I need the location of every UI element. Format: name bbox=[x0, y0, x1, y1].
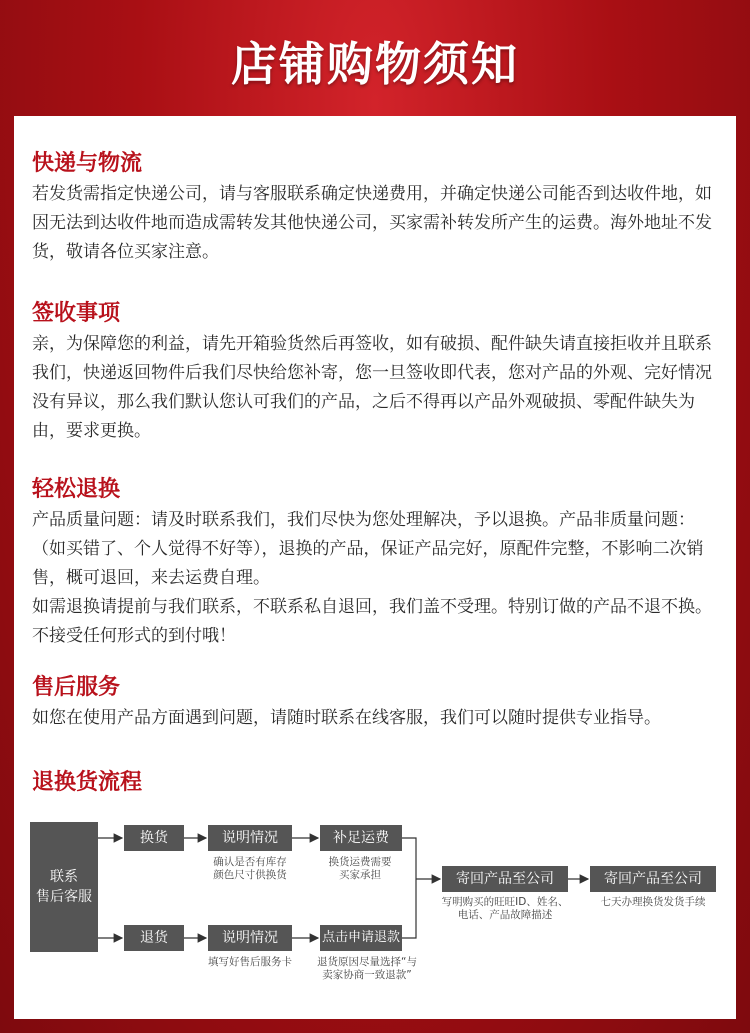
send-back-note-2: 七天办理换货发货手续 bbox=[600, 896, 706, 908]
section-body-extra: 如需退换请提前与我们联系，不联系私自退回，我们盖不受理。特别订做的产品不退不换。不接受任何形式的到付哦！ bbox=[32, 597, 712, 646]
contact-service-box: 联系 售后客服 bbox=[30, 822, 98, 952]
send-back-box: 寄回产品至公司 bbox=[442, 866, 568, 892]
section-title: 售后服务 bbox=[32, 675, 121, 700]
bracket-connector bbox=[402, 838, 416, 938]
section-body: 亲，为保障您的利益，请先开箱验货然后再签收，如有破损、配件缺失请直接拒收并且联系我们，快递返回物件后我们尽快给您补寄，您一旦签收即代表，您对产品的外观、完好情况没有异议，那么我们默认您认可我们的产品，之后不得再以产品外观破损、零配件缺失为由，要求更换。 bbox=[32, 334, 712, 441]
section-returns bbox=[32, 474, 712, 651]
apply-refund-box: 点击申请退款 bbox=[320, 925, 402, 951]
send-back-note: 写明购买的旺旺ID、姓名、 电话、产品故障描述 bbox=[441, 896, 569, 921]
apply-refund-note: 退货原因尽量选择“与 卖家协商一致退款” bbox=[317, 956, 417, 981]
section-shipping bbox=[32, 148, 712, 267]
page-title: 店铺购物须知 bbox=[231, 37, 519, 91]
explain-exchange-note: 确认是否有库存 颜色尺寸供换货 bbox=[213, 856, 287, 881]
section-title: 签收事项 bbox=[32, 301, 121, 326]
refund-box: 退货 bbox=[124, 925, 184, 951]
section-title: 轻松退换 bbox=[32, 477, 121, 502]
explain-refund-box: 说明情况 bbox=[208, 925, 292, 951]
shipping-fee-box: 补足运费 bbox=[320, 825, 402, 851]
shipping-fee-note: 换货运费需要 买家承担 bbox=[328, 856, 392, 881]
explain-refund-note: 填写好售后服务卡 bbox=[208, 956, 292, 968]
section-body: 如您在使用产品方面遇到问题，请随时联系在线客服，我们可以随时提供专业指导。 bbox=[32, 708, 661, 728]
section-body: 若发货需指定快递公司，请与客服联系确定快递费用，并确定快递公司能否到达收件地，如因无法到达收件地而造成需转发其他快递公司，买家需补转发所产生的运费。海外地址不发货，敬请各位买家注意。 bbox=[32, 184, 712, 262]
section-receipt bbox=[32, 298, 712, 446]
section-after-sales bbox=[32, 672, 712, 733]
section-title: 快递与物流 bbox=[32, 151, 143, 176]
send-back-box-2: 寄回产品至公司 bbox=[590, 866, 716, 892]
section-body: 产品质量问题：请及时联系我们，我们尽快为您处理解决，予以退换。产品非质量问题：（如买错了、个人觉得不好等），退换的产品，保证产品完好，原配件完整，不影响二次销售，概可退回，来去运费自理。 bbox=[32, 510, 704, 588]
section-return-flow bbox=[32, 767, 712, 799]
exchange-box: 换货 bbox=[124, 825, 184, 851]
flow-title: 退换货流程 bbox=[32, 770, 143, 795]
explain-exchange-box: 说明情况 bbox=[208, 825, 292, 851]
notice-panel bbox=[14, 116, 736, 1019]
